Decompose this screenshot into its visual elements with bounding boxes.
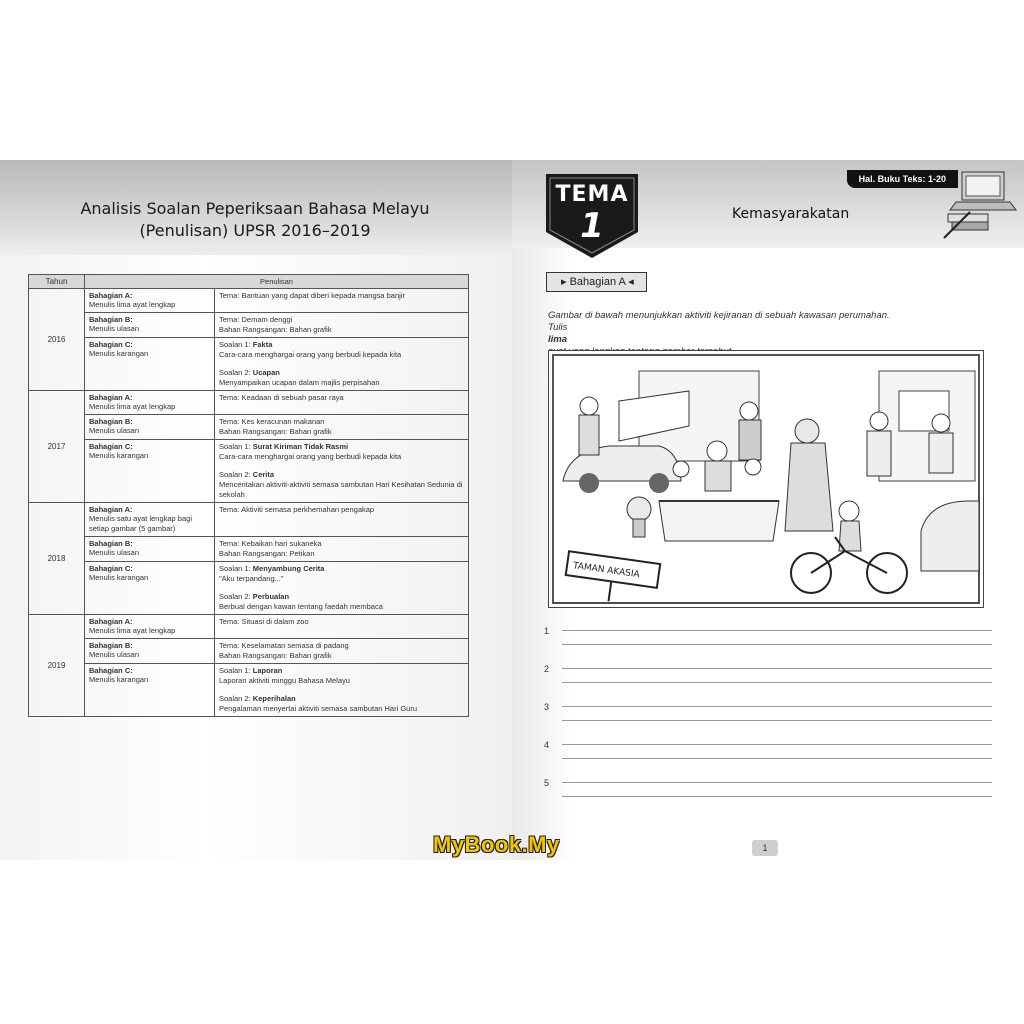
- table-row: [29, 338, 469, 391]
- topic-cell: [215, 537, 469, 562]
- sign-text: TAMAN AKASIA: [572, 561, 641, 581]
- question-1-text: "Aku terpandang...": [219, 574, 284, 583]
- question-2-heading: [219, 592, 464, 602]
- topic-cell: [215, 639, 469, 664]
- section-arrow-right-icon: ◂: [625, 276, 634, 288]
- section-name: Bahagian C:: [89, 340, 133, 349]
- title-line-2: (Penulisan) UPSR 2016–2019: [139, 221, 371, 240]
- question-1-label: Soalan 1:: [219, 666, 251, 675]
- section-arrow-left-icon: ▸: [561, 276, 570, 288]
- answer-line[interactable]: [562, 644, 992, 645]
- topic-cell: [215, 338, 469, 391]
- table-header-row: [29, 275, 469, 289]
- section-cell: [85, 391, 215, 415]
- answer-line[interactable]: [562, 706, 992, 707]
- year-cell: 2017: [29, 391, 85, 503]
- section-name: Bahagian A:: [89, 617, 133, 626]
- answer-number: 3: [544, 702, 550, 712]
- question-2-title: Keperihalan: [252, 694, 296, 703]
- topic-line: Bahan Rangsangan: Bahan grafik: [219, 427, 332, 436]
- answer-line[interactable]: [562, 630, 992, 631]
- title-line-1: Analisis Soalan Peperiksaan Bahasa Melayu: [80, 199, 430, 218]
- question-1-title: Surat Kiriman Tidak Rasmi: [252, 442, 349, 451]
- section-name: Bahagian C:: [89, 666, 133, 675]
- instruction-pre: Tulis: [548, 322, 568, 333]
- topic-line: Tema: Bantuan yang dapat diberi kepada mangsa banjir: [219, 291, 405, 300]
- illustration-drawing: [549, 351, 983, 607]
- question-1-heading: [219, 442, 464, 452]
- section-cell: [85, 664, 215, 717]
- answer-line[interactable]: [562, 782, 992, 783]
- question-2-text: Menceritakan aktiviti-aktiviti semasa sambutan Hari Kesihatan Sedunia di sekolah: [219, 480, 463, 499]
- section-description: Menulis ulasan: [89, 324, 140, 333]
- section-cell: [85, 639, 215, 664]
- question-2-heading: [219, 470, 464, 480]
- topic-line: Tema: Kes keracunan makanan: [219, 417, 325, 426]
- question-2-title: Perbualan: [252, 592, 290, 601]
- header-writing: Penulisan: [85, 275, 469, 289]
- section-name: Bahagian A:: [89, 291, 133, 300]
- table-row: [29, 537, 469, 562]
- section-cell: [85, 289, 215, 313]
- year-cell: 2016: [29, 289, 85, 391]
- section-cell: [85, 440, 215, 503]
- answer-line[interactable]: [562, 682, 992, 683]
- answer-number: 4: [544, 740, 550, 750]
- topic-line: Tema: Situasi di dalam zoo: [219, 617, 309, 626]
- topic-line: Tema: Kebaikan hari sukaneka: [219, 539, 322, 548]
- section-name: Bahagian C:: [89, 564, 133, 573]
- section-name: Bahagian A:: [89, 393, 133, 402]
- topic-cell: [215, 615, 469, 639]
- question-1-title: Menyambung Cerita: [252, 564, 325, 573]
- question-2-label: Soalan 2:: [219, 592, 251, 601]
- topic-line: Tema: Aktiviti semasa perkhemahan pengakap: [219, 505, 375, 514]
- section-tab: [546, 272, 647, 292]
- question-2-label: Soalan 2:: [219, 470, 251, 479]
- section-cell: [85, 338, 215, 391]
- header-year: Tahun: [29, 275, 85, 289]
- section-description: Menulis ulasan: [89, 426, 140, 435]
- section-description: Menulis karangan: [89, 451, 149, 460]
- question-2-title: Cerita: [252, 470, 275, 479]
- textbook-page-tab: Hal. Buku Teks: 1-20: [847, 170, 958, 188]
- question-2-heading: [219, 368, 464, 378]
- table-row: [29, 615, 469, 639]
- section-cell: [85, 537, 215, 562]
- year-cell: 2019: [29, 615, 85, 717]
- topic-cell: [215, 313, 469, 338]
- question-1-label: Soalan 1:: [219, 442, 251, 451]
- topic-line: Bahan Rangsangan: Petikan: [219, 549, 315, 558]
- topic-cell: [215, 503, 469, 537]
- instruction-line-1: Gambar di bawah menunjukkan aktiviti kejiranan di sebuah kawasan perumahan.: [548, 310, 890, 321]
- table-body: [29, 289, 469, 717]
- question-2-text: Berbual dengan kawan tentang faedah membaca: [219, 602, 383, 611]
- answer-number: 2: [544, 664, 550, 674]
- section-description: Menulis lima ayat lengkap: [89, 300, 176, 309]
- answer-lines: [544, 622, 992, 812]
- question-1-heading: [219, 564, 464, 574]
- question-1-title: Laporan: [252, 666, 283, 675]
- section-description: Menulis karangan: [89, 349, 149, 358]
- page-number: 1: [752, 840, 778, 856]
- answer-line[interactable]: [562, 720, 992, 721]
- section-name: Bahagian B:: [89, 315, 133, 324]
- question-1-heading: [219, 340, 464, 350]
- table-row: [29, 562, 469, 615]
- topic-cell: [215, 440, 469, 503]
- section-description: Menulis satu ayat lengkap bagi setiap gambar (5 gambar): [89, 514, 192, 533]
- topic-cell: [215, 391, 469, 415]
- section-name: Bahagian B:: [89, 539, 133, 548]
- section-description: Menulis lima ayat lengkap: [89, 402, 176, 411]
- right-page: [512, 160, 1024, 860]
- answer-row: [544, 622, 992, 660]
- topic-line: Bahan Rangsangan: Bahan grafik: [219, 325, 332, 334]
- section-cell: [85, 415, 215, 440]
- section-name: Bahagian B:: [89, 641, 133, 650]
- left-page: [0, 160, 512, 860]
- answer-row: [544, 774, 992, 812]
- theme-title: Kemasyarakatan: [732, 206, 850, 222]
- section-name: Bahagian B:: [89, 417, 133, 426]
- section-description: Menulis karangan: [89, 573, 149, 582]
- answer-row: [544, 660, 992, 698]
- tema-badge: [540, 168, 644, 260]
- table-row: [29, 440, 469, 503]
- section-description: Menulis karangan: [89, 675, 149, 684]
- section-cell: [85, 615, 215, 639]
- answer-number: 1: [544, 626, 550, 636]
- instruction-bold: lima: [548, 334, 568, 345]
- question-2-label: Soalan 2:: [219, 694, 251, 703]
- topic-line: Tema: Demam denggi: [219, 315, 293, 324]
- table-row: [29, 664, 469, 717]
- answer-line[interactable]: [562, 796, 992, 797]
- neighborhood-illustration: [548, 350, 984, 608]
- section-description: Menulis lima ayat lengkap: [89, 626, 176, 635]
- section-name: Bahagian C:: [89, 442, 133, 451]
- section-cell: [85, 313, 215, 338]
- answer-row: [544, 736, 992, 774]
- answer-row: [544, 698, 992, 736]
- section-description: Menulis ulasan: [89, 650, 140, 659]
- year-cell: 2018: [29, 503, 85, 615]
- section-label: Bahagian A: [569, 276, 626, 288]
- topic-line: Bahan Rangsangan: Bahan grafik: [219, 651, 332, 660]
- question-2-title: Ucapan: [252, 368, 280, 377]
- table-row: [29, 639, 469, 664]
- section-cell: [85, 562, 215, 615]
- topic-line: Tema: Keadaan di sebuah pasar raya: [219, 393, 344, 402]
- topic-cell: [215, 562, 469, 615]
- answer-number: 5: [544, 778, 550, 788]
- question-1-heading: [219, 666, 464, 676]
- table-row: [29, 289, 469, 313]
- tema-word: TEMA: [555, 182, 629, 207]
- tema-number: 1: [580, 206, 604, 246]
- topic-cell: [215, 415, 469, 440]
- question-1-title: Fakta: [252, 340, 273, 349]
- answer-line[interactable]: [562, 758, 992, 759]
- table-row: [29, 415, 469, 440]
- watermark-logo: MyBook.My: [433, 832, 560, 857]
- question-1-text: Laporan aktiviti minggu Bahasa Melayu: [219, 676, 350, 685]
- question-1-text: Cara-cara menghargai orang yang berbudi kepada kita: [219, 350, 402, 359]
- question-1-text: Cara-cara menghargai orang yang berbudi kepada kita: [219, 452, 402, 461]
- question-2-heading: [219, 694, 464, 704]
- question-2-text: Pengalaman menyertai aktiviti semasa sambutan Hari Guru: [219, 704, 418, 713]
- answer-line[interactable]: [562, 744, 992, 745]
- topic-cell: [215, 664, 469, 717]
- analysis-table: [28, 274, 469, 717]
- table-row: [29, 313, 469, 338]
- topic-cell: [215, 289, 469, 313]
- question-2-label: Soalan 2:: [219, 368, 251, 377]
- section-cell: [85, 503, 215, 537]
- table-row: [29, 391, 469, 415]
- page-title: [40, 198, 470, 242]
- answer-line[interactable]: [562, 668, 992, 669]
- section-description: Menulis ulasan: [89, 548, 140, 557]
- books-laptop-icon: [940, 166, 1020, 247]
- question-2-text: Menyampaikan ucapan dalam majlis perpisahan: [219, 378, 380, 387]
- table-row: [29, 503, 469, 537]
- question-1-label: Soalan 1:: [219, 564, 251, 573]
- section-name: Bahagian A:: [89, 505, 133, 514]
- topic-line: Tema: Keselamatan semasa di padang: [219, 641, 349, 650]
- question-1-label: Soalan 1:: [219, 340, 251, 349]
